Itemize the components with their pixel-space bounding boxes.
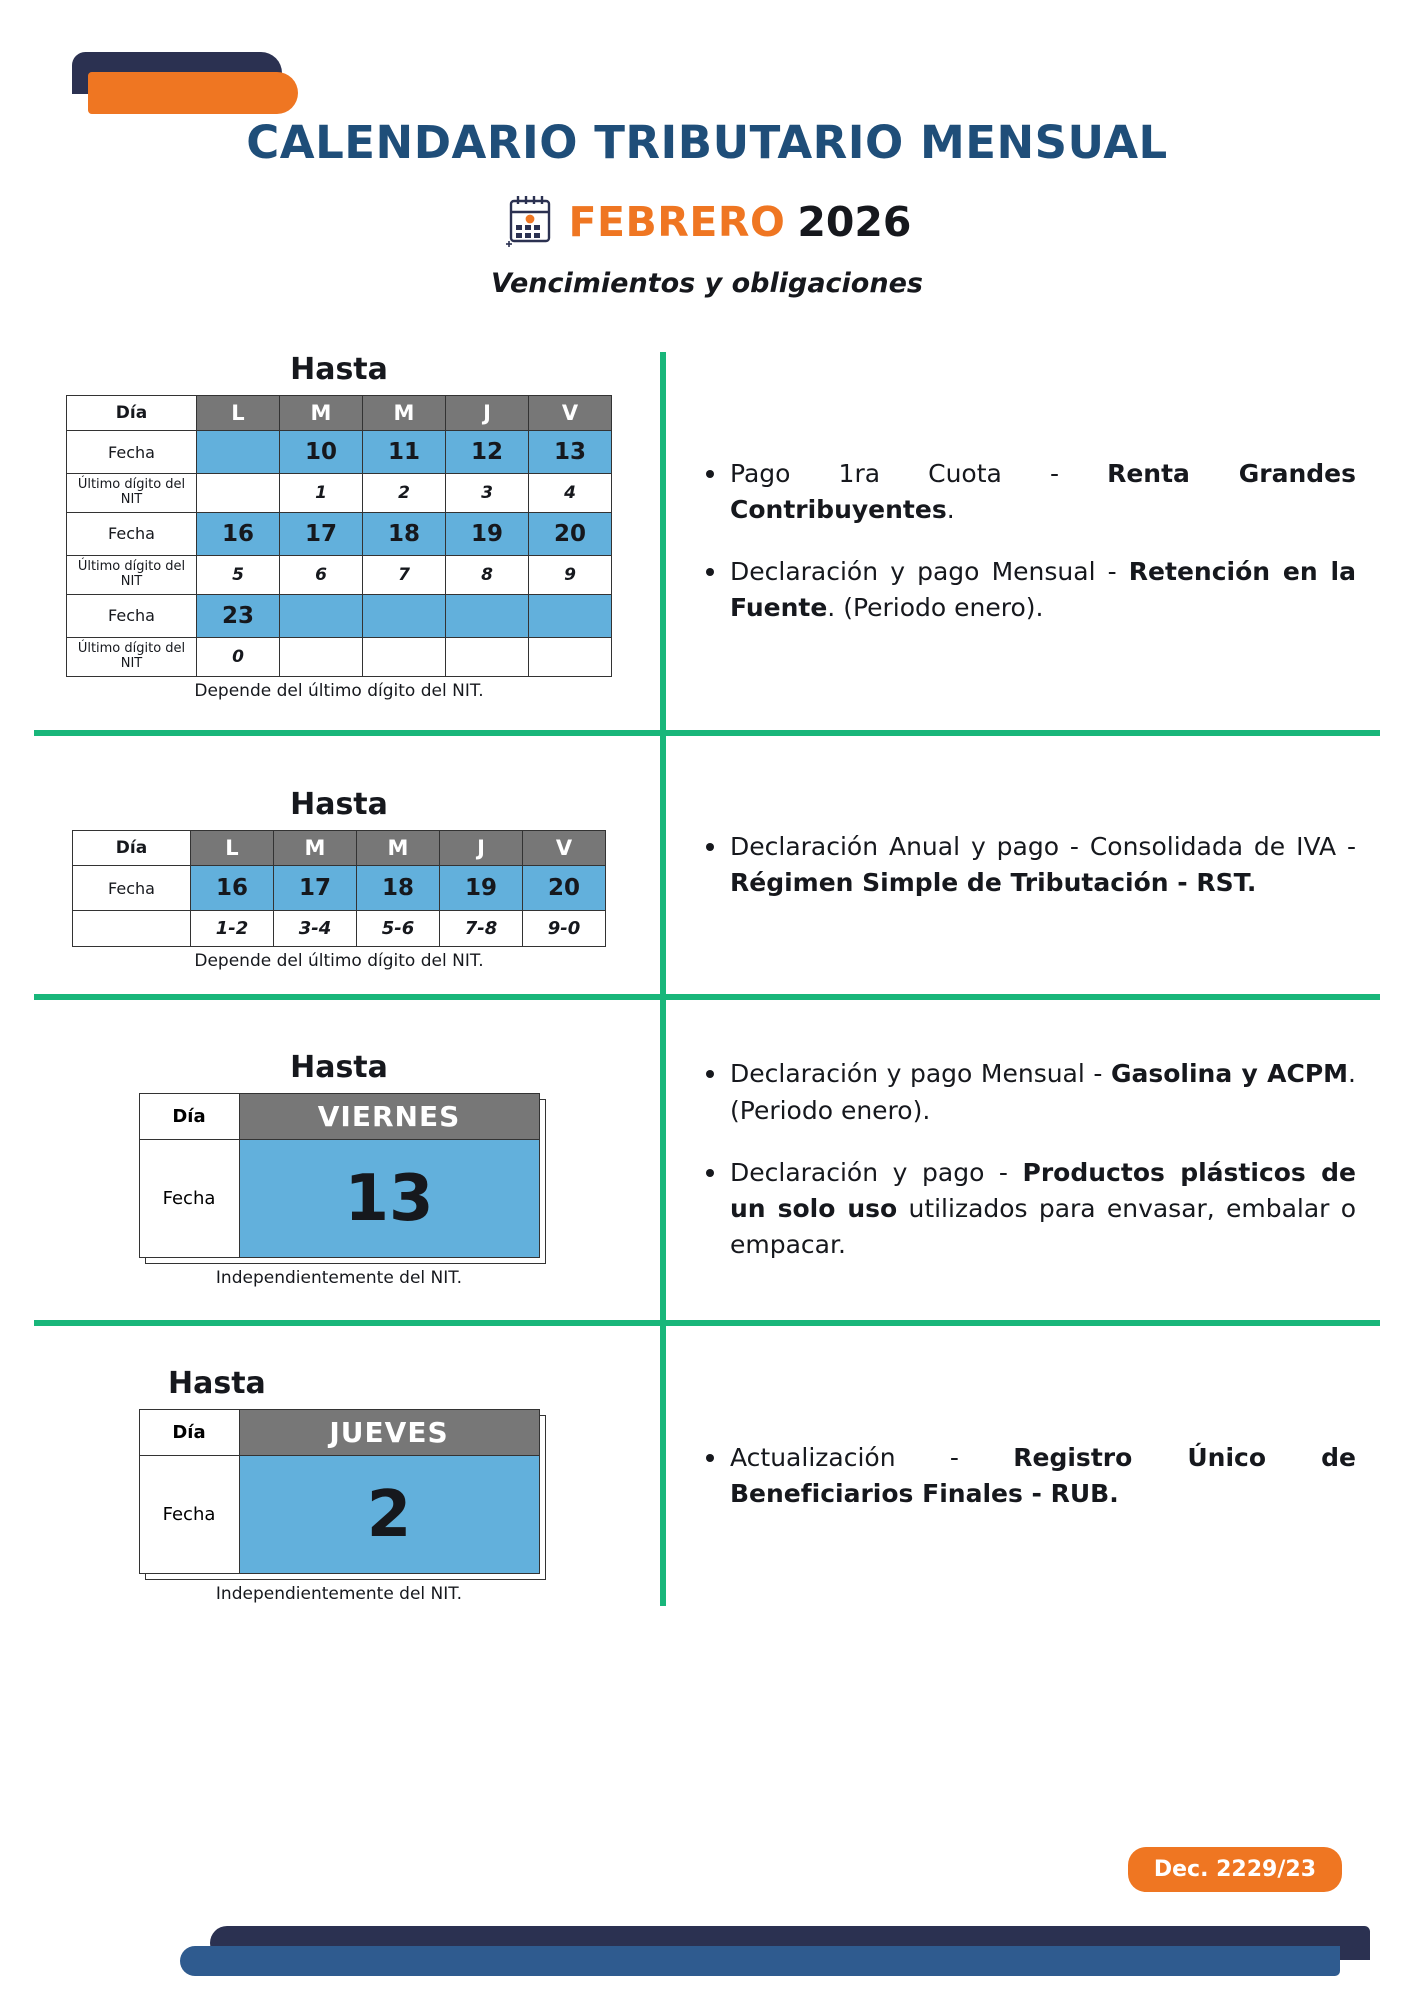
- date-cell: 19: [440, 866, 523, 911]
- date-cell: 18: [363, 512, 446, 555]
- section-3-vertical-divider: [660, 1000, 666, 1320]
- section-2-table: [72, 830, 606, 947]
- list-item: Actualización - Registro Único de Beneficiarios Finales - RUB.: [700, 1440, 1356, 1513]
- date-cell: 13: [529, 431, 612, 474]
- section-1-left: [0, 352, 660, 730]
- nit-cell: 9: [529, 555, 612, 594]
- month-year-row: [0, 194, 1414, 250]
- page-header: [0, 118, 1414, 299]
- nit-cell: [446, 637, 529, 676]
- month-label: FEBRERO: [568, 197, 786, 246]
- list-item: Declaración y pago Mensual - Gasolina y ACPM. (Periodo enero).: [700, 1056, 1356, 1129]
- list-item: Pago 1ra Cuota - Renta Grandes Contribuyentes.: [700, 456, 1356, 529]
- section-3-bullets: [700, 1056, 1356, 1263]
- decorative-corner-bottom-blue: [180, 1946, 1340, 1976]
- fecha-label: Fecha: [67, 431, 197, 474]
- day-header-j: J: [446, 396, 529, 431]
- date-cell: 17: [274, 866, 357, 911]
- section-4-hasta-label: Hasta: [168, 1366, 266, 1401]
- section-2-bullets: [700, 829, 1356, 902]
- nit-label: Último dígito del NIT: [67, 555, 197, 594]
- day-header-m2: M: [357, 831, 440, 866]
- date-cell: 16: [197, 512, 280, 555]
- section-1-table: [66, 395, 612, 677]
- date-cell: 16: [191, 866, 274, 911]
- fecha-label: Fecha: [139, 1456, 239, 1574]
- nit-cell: 1-2: [191, 911, 274, 947]
- table-row: [73, 911, 606, 947]
- decree-badge: Dec. 2229/23: [1128, 1847, 1342, 1892]
- calendar-icon: [503, 194, 557, 250]
- nit-cell: 1: [280, 474, 363, 513]
- section-3-left: [0, 1000, 660, 1320]
- table-header-row: [73, 831, 606, 866]
- section-4-vertical-divider: [660, 1326, 666, 1606]
- date-cell: 10: [280, 431, 363, 474]
- date-cell: 12: [446, 431, 529, 474]
- date-cell: 20: [523, 866, 606, 911]
- nit-cell: 3-4: [274, 911, 357, 947]
- day-header-label: Día: [73, 831, 191, 866]
- section-4-table-wrap: [139, 1409, 540, 1574]
- fecha-label: Fecha: [73, 866, 191, 911]
- section-3: [0, 1000, 1414, 1320]
- nit-cell: 8: [446, 555, 529, 594]
- fecha-label: Fecha: [67, 512, 197, 555]
- nit-cell: [529, 637, 612, 676]
- day-name: VIERNES: [239, 1094, 539, 1140]
- section-1-hasta-label: Hasta: [290, 352, 388, 387]
- nit-cell: 3: [446, 474, 529, 513]
- date-cell: 19: [446, 512, 529, 555]
- section-4: [0, 1326, 1414, 1626]
- day-header-label: Día: [139, 1410, 239, 1456]
- section-1: [0, 352, 1414, 730]
- table-row: [67, 431, 612, 474]
- section-2-vertical-divider: [660, 736, 666, 994]
- table-header-row: [139, 1410, 539, 1456]
- fecha-label: Fecha: [67, 594, 197, 637]
- section-2: [0, 736, 1414, 994]
- section-4-right: [660, 1326, 1414, 1626]
- date-cell: [363, 594, 446, 637]
- date-cell: 20: [529, 512, 612, 555]
- nit-label: Último dígito del NIT: [67, 637, 197, 676]
- table-row: [139, 1140, 539, 1258]
- list-item: Declaración y pago - Productos plásticos de un solo uso utilizados para envasar, embalar o empacar.: [700, 1155, 1356, 1264]
- day-header-j: J: [440, 831, 523, 866]
- section-3-note: Independientemente del NIT.: [215, 1268, 463, 1288]
- section-2-right: [660, 736, 1414, 994]
- fecha-label: Fecha: [139, 1140, 239, 1258]
- table-row: [67, 594, 612, 637]
- day-header-m2: M: [363, 396, 446, 431]
- section-3-hasta-label: Hasta: [290, 1050, 388, 1085]
- nit-cell: 0: [197, 637, 280, 676]
- day-header-l: L: [191, 831, 274, 866]
- section-3-table: [139, 1093, 540, 1258]
- day-header-m1: M: [280, 396, 363, 431]
- section-1-note: Depende del último dígito del NIT.: [194, 680, 484, 701]
- year-label: 2026: [797, 197, 912, 246]
- section-1-right: [660, 352, 1414, 730]
- day-header-label: Día: [67, 396, 197, 431]
- day-number: 2: [239, 1456, 539, 1574]
- table-row: [139, 1456, 539, 1574]
- day-header-l: L: [197, 396, 280, 431]
- table-row: [67, 555, 612, 594]
- day-header-v: V: [529, 396, 612, 431]
- date-cell: [446, 594, 529, 637]
- section-4-bullets: [700, 1440, 1356, 1513]
- list-item: Declaración y pago Mensual - Retención en la Fuente. (Periodo enero).: [700, 554, 1356, 627]
- table-header-row: [139, 1094, 539, 1140]
- section-4-note: Independientemente del NIT.: [215, 1584, 463, 1604]
- section-3-right: [660, 1000, 1414, 1320]
- date-cell: 23: [197, 594, 280, 637]
- nit-cell: 9-0: [523, 911, 606, 947]
- section-1-bullets: [700, 456, 1356, 627]
- tagline: Vencimientos y obligaciones: [491, 267, 923, 299]
- nit-cell: [280, 637, 363, 676]
- date-cell: 17: [280, 512, 363, 555]
- day-header-m1: M: [274, 831, 357, 866]
- calendar-sections: [0, 352, 1414, 1626]
- page-title: CALENDARIO TRIBUTARIO MENSUAL: [246, 116, 1168, 169]
- date-cell: [529, 594, 612, 637]
- date-cell: 11: [363, 431, 446, 474]
- date-cell: 18: [357, 866, 440, 911]
- nit-cell: 7-8: [440, 911, 523, 947]
- nit-cell: 7: [363, 555, 446, 594]
- table-row: [73, 866, 606, 911]
- day-header-label: Día: [139, 1094, 239, 1140]
- nit-cell: 6: [280, 555, 363, 594]
- section-4-table: [139, 1409, 540, 1574]
- nit-label: Último dígito del NIT: [67, 474, 197, 513]
- day-number: 13: [239, 1140, 539, 1258]
- table-row: [67, 474, 612, 513]
- decorative-corner-top-orange: [88, 72, 298, 114]
- list-item: Declaración Anual y pago - Consolidada de IVA - Régimen Simple de Tributación - RST.: [700, 829, 1356, 902]
- nit-cell: 5-6: [357, 911, 440, 947]
- day-header-v: V: [523, 831, 606, 866]
- nit-cell: 5: [197, 555, 280, 594]
- table-row: [67, 512, 612, 555]
- nit-cell: 4: [529, 474, 612, 513]
- nit-label: [73, 911, 191, 947]
- table-row: [67, 637, 612, 676]
- section-2-hasta-label: Hasta: [290, 787, 388, 822]
- nit-cell: [197, 474, 280, 513]
- section-3-table-wrap: [139, 1093, 540, 1258]
- table-header-row: [67, 396, 612, 431]
- nit-cell: 2: [363, 474, 446, 513]
- date-cell: [280, 594, 363, 637]
- section-2-left: [0, 736, 660, 994]
- nit-cell: [363, 637, 446, 676]
- section-2-note: Depende del último dígito del NIT.: [194, 951, 484, 971]
- day-name: JUEVES: [239, 1410, 539, 1456]
- section-1-vertical-divider: [660, 352, 666, 730]
- date-cell: [197, 431, 280, 474]
- section-4-left: [0, 1326, 660, 1626]
